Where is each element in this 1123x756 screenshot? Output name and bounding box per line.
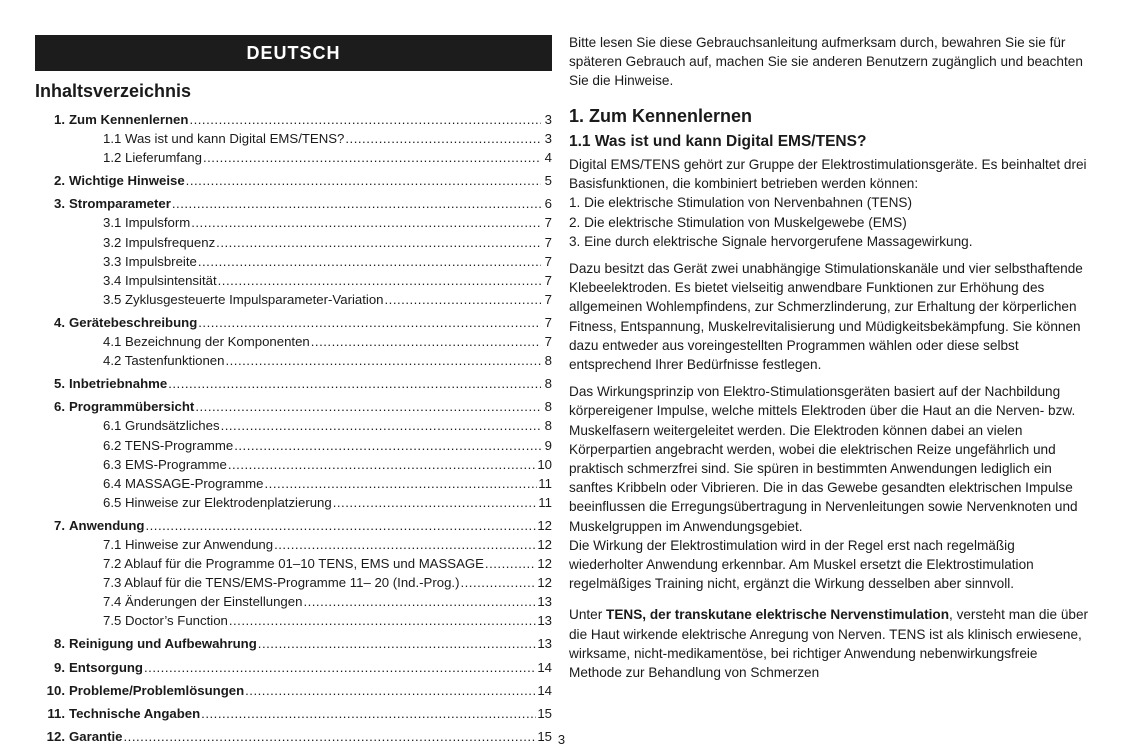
toc-label: 4.2 Tastenfunktionen (103, 353, 225, 369)
paragraph-effect: Die Wirkung der Elektrostimulation wird in der Regel erst nach regelmäßig wiederholter Anwendung erkennbar. Am Muskel ersetzt die Elektrostimulation regelmäßiges Training nicht, ergänzt die Wirkung desselben aber sinnvoll. (569, 537, 1034, 592)
toc-label: 3.5 Zyklusgesteuerte Impulsparameter-Variation (103, 291, 384, 307)
toc-title: Inhaltsverzeichnis (35, 81, 192, 101)
toc-label: 1.1 Was ist und kann Digital EMS/TENS? (103, 131, 345, 147)
toc-page-number: 9 (544, 437, 552, 453)
toc-leader-dots (229, 611, 536, 630)
toc-label: Anwendung (69, 517, 145, 533)
toc-leader-dots (258, 634, 537, 653)
toc-leader-dots (145, 516, 536, 535)
toc-page-number: 4 (544, 150, 552, 166)
toc-leader-dots (311, 332, 541, 351)
toc-leader-dots (198, 252, 541, 271)
toc-section-row[interactable] (35, 148, 552, 167)
toc-label: 3.2 Impulsfrequenz (103, 234, 216, 250)
toc-leader-dots (221, 416, 541, 435)
toc-number: 5. (54, 376, 65, 392)
toc-section-row[interactable] (35, 416, 552, 435)
toc-leader-dots (345, 129, 541, 148)
toc-page-number: 14 (537, 659, 552, 675)
function-item-2: 2. Die elektrische Stimulation von Muskelgewebe (EMS) (569, 214, 907, 230)
toc-number: 3. (54, 196, 65, 212)
paragraph-principle: Das Wirkungsprinzip von Elektro-Stimulationsgeräten basiert auf der Nachbildung körpereigener Impulse, welche mittels Elektroden über die Haut an die Nerven- bzw. Muskelfasern weitergeleitet werden. Die Elektroden können dabei an vielen Körperpartien angebracht werden, wobei die elektrischen Reize ungefährlich und praktisch schmerzfrei sind. Sie spüren in bestimmten Anwendungen lediglich ein sanftes Kribbeln oder Vibrieren. Die in das Gewebe gesandten elektrischen Impulse beeinflussen die Erregungsübertragung in Nervenleitungen sowie Nervenknoten und Muskelgruppen im Anwendungsgebiet. (569, 384, 1078, 534)
tens-definition-bold: TENS, der transkutane elektrische Nervenstimulation (606, 607, 950, 623)
toc-page-number: 12 (537, 575, 552, 591)
toc-number: 2. (54, 173, 65, 189)
toc-section-row[interactable] (35, 129, 552, 148)
paragraph-functions (569, 155, 1089, 251)
toc-chapter-row[interactable] (35, 374, 552, 393)
right-column (569, 33, 1089, 690)
toc-chapter-row[interactable] (35, 516, 552, 535)
toc-section-row[interactable] (35, 351, 552, 370)
toc-label: 7.3 Ablauf für die TENS/EMS-Programme 11– 20 (Ind.-Prog.) (103, 575, 460, 591)
toc-label: Inbetriebnahme (69, 376, 168, 392)
toc-section-row[interactable] (35, 592, 552, 611)
toc-label: Entsorgung (69, 659, 143, 675)
toc-leader-dots (274, 535, 536, 554)
toc-section-row[interactable] (35, 535, 552, 554)
toc-label: Stromparameter (69, 196, 171, 212)
toc-section-row[interactable] (35, 436, 552, 455)
toc-leader-dots (218, 271, 541, 290)
toc-number: 10. (46, 682, 65, 698)
toc-label: 3.4 Impulsintensität (103, 272, 217, 288)
toc-label: Programmübersicht (69, 399, 195, 415)
toc-page-number: 12 (537, 536, 552, 552)
toc-leader-dots (203, 148, 541, 167)
toc-leader-dots (172, 194, 541, 213)
toc-chapter-row[interactable] (35, 171, 552, 190)
toc-label: 7.4 Änderungen der Einstellungen (103, 594, 303, 610)
toc-label: Garantie (69, 728, 123, 744)
toc-page-number: 5 (544, 173, 552, 189)
toc-page-number: 3 (544, 131, 552, 147)
function-item-3: 3. Eine durch elektrische Signale hervorgerufene Massagewirkung. (569, 233, 973, 249)
toc-chapter-row[interactable] (35, 194, 552, 213)
toc-number: 7. (54, 517, 65, 533)
toc-page-number: 8 (544, 376, 552, 392)
toc-label: 1.2 Lieferumfang (103, 150, 202, 166)
toc-chapter-row[interactable] (35, 658, 552, 677)
functions-intro: Digital EMS/TENS gehört zur Gruppe der Elektrostimulationsgeräte. Es beinhaltet drei Basisfunktionen, die kombiniert betrieben werden können: (569, 157, 1087, 192)
toc-section-row[interactable] (35, 290, 552, 309)
toc-page-number: 12 (537, 517, 552, 533)
toc-label: Probleme/Problemlösungen (69, 682, 245, 698)
toc-label: 6.3 EMS-Programme (103, 456, 227, 472)
toc-page-number: 7 (544, 253, 552, 269)
toc-page-number: 15 (537, 728, 552, 744)
toc-number: 6. (54, 399, 65, 415)
toc-leader-dots (303, 592, 536, 611)
toc-page-number: 11 (538, 494, 552, 510)
toc-leader-dots (228, 455, 536, 474)
toc-label: 3.3 Impulsbreite (103, 253, 197, 269)
toc-number: 12. (46, 728, 65, 744)
toc-number: 1. (54, 112, 65, 127)
toc-number: 4. (54, 314, 65, 330)
toc-leader-dots (189, 110, 541, 129)
toc-number: 9. (54, 659, 65, 675)
toc-label: 6.4 MASSAGE-Programme (103, 475, 264, 491)
toc-section-row[interactable] (35, 474, 552, 493)
toc-label: Zum Kennenlernen (69, 112, 189, 127)
toc-label: 7.2 Ablauf für die Programme 01–10 TENS, EMS und MASSAGE (103, 556, 484, 572)
toc-section-row[interactable] (35, 252, 552, 271)
toc-label: Technische Angaben (69, 705, 201, 721)
toc-section-row[interactable] (35, 271, 552, 290)
toc-page-number: 7 (544, 272, 552, 288)
toc-page-number: 7 (544, 234, 552, 250)
toc-page-number: 7 (544, 334, 552, 350)
toc-label: 6.1 Grundsätzliches (103, 418, 220, 434)
paragraph-tens (569, 605, 1089, 682)
toc-page-number: 7 (544, 215, 552, 231)
paragraph-device: Dazu besitzt das Gerät zwei unabhängige Stimulationskanäle und vier selbsthaftende Klebeelektroden. Es bietet vielseitig anwendbare Funktionen zur Erhöhung des allgemeinen Wohlempfindens, zur Schmerzlinderung, zur Erhaltung der körperlichen Fitness, Entspannung, Muskelrevitalisierung und Müdigkeitsbekämpfung. Sie können dazu entweder aus voreingestellten Programmen wählen oder diese selbst entsprechend Ihrer Bedürfnisse festlegen. (569, 261, 1083, 373)
toc-leader-dots (245, 681, 536, 700)
toc-label: 7.5 Doctor’s Function (103, 613, 228, 629)
intro-text: Bitte lesen Sie diese Gebrauchsanleitung aufmerksam durch, bewahren Sie sie für späteren Gebrauch auf, machen Sie sie anderen Benutzern zugänglich und beachten Sie die Hinweise. (569, 35, 1083, 89)
toc-section-row[interactable] (35, 332, 552, 351)
section-title: 1. Zum Kennenlernen (569, 105, 753, 126)
toc-label: 6.5 Hinweise zur Elektrodenplatzierung (103, 494, 332, 510)
toc-label: 7.1 Hinweise zur Anwendung (103, 536, 274, 552)
toc-chapter-row[interactable] (35, 634, 552, 653)
toc-leader-dots (234, 436, 541, 455)
table-of-contents (35, 110, 552, 746)
toc-label: 3.1 Impulsform (103, 215, 191, 231)
toc-page-number: 8 (544, 418, 552, 434)
toc-chapter-row[interactable] (35, 681, 552, 700)
toc-page-number: 13 (537, 613, 552, 629)
toc-leader-dots (191, 213, 541, 232)
toc-section-row[interactable] (35, 573, 552, 592)
toc-label: Wichtige Hinweise (69, 173, 185, 189)
toc-number: 11. (47, 705, 65, 721)
language-header: DEUTSCH (35, 35, 552, 71)
toc-leader-dots (195, 397, 541, 416)
toc-page-number: 7 (544, 314, 552, 330)
tens-text-after: , versteht man die über die Haut wirkende elektrische Anregung von Nerven. TENS ist als klinisch erwiesene, wirksame, nicht-medikamentöse, bei richtiger Anwendung nebenwirkungsfreie Methode zur Behandlung von Schmerzen (569, 607, 1089, 681)
toc-leader-dots (144, 658, 536, 677)
toc-page-number: 12 (537, 556, 552, 572)
toc-leader-dots (168, 374, 541, 393)
toc-section-row[interactable] (35, 455, 552, 474)
toc-section-row[interactable] (35, 611, 552, 630)
toc-chapter-row[interactable] (35, 704, 552, 723)
toc-page-number: 3 (544, 112, 552, 127)
toc-label: Gerätebeschreibung (69, 314, 198, 330)
toc-label: Reinigung und Aufbewahrung (69, 636, 257, 652)
toc-page-number: 6 (544, 196, 552, 212)
toc-chapter-row[interactable] (35, 397, 552, 416)
toc-leader-dots (198, 313, 541, 332)
toc-page-number: 7 (544, 291, 552, 307)
toc-leader-dots (460, 573, 536, 592)
toc-page-number: 14 (537, 682, 552, 698)
toc-number: 8. (54, 636, 65, 652)
toc-page-number: 10 (537, 456, 552, 472)
toc-chapter-row[interactable] (35, 313, 552, 332)
tens-text-before: Unter (569, 607, 607, 623)
toc-label: 4.1 Bezeichnung der Komponenten (103, 334, 310, 350)
toc-leader-dots (485, 554, 536, 573)
toc-page-number: 15 (537, 705, 552, 721)
left-column (35, 35, 552, 746)
toc-page-number: 13 (537, 636, 552, 652)
toc-section-row[interactable] (35, 213, 552, 232)
toc-section-row[interactable] (35, 493, 552, 512)
toc-section-row[interactable] (35, 233, 552, 252)
toc-leader-dots (333, 493, 538, 512)
toc-leader-dots (225, 351, 541, 370)
toc-leader-dots (265, 474, 538, 493)
toc-page-number: 11 (538, 475, 552, 491)
function-item-1: 1. Die elektrische Stimulation von Nervenbahnen (TENS) (569, 195, 913, 211)
toc-label: 6.2 TENS-Programme (103, 437, 234, 453)
toc-section-row[interactable] (35, 554, 552, 573)
toc-leader-dots (201, 704, 536, 723)
toc-leader-dots (186, 171, 541, 190)
toc-page-number: 8 (544, 353, 552, 369)
page-number: 3 (557, 732, 566, 747)
toc-page-number: 13 (537, 594, 552, 610)
subsection-title: 1.1 Was ist und kann Digital EMS/TENS? (569, 132, 867, 150)
toc-leader-dots (385, 290, 542, 309)
toc-leader-dots (216, 233, 541, 252)
toc-page-number: 8 (544, 399, 552, 415)
toc-chapter-row[interactable] (35, 110, 552, 129)
